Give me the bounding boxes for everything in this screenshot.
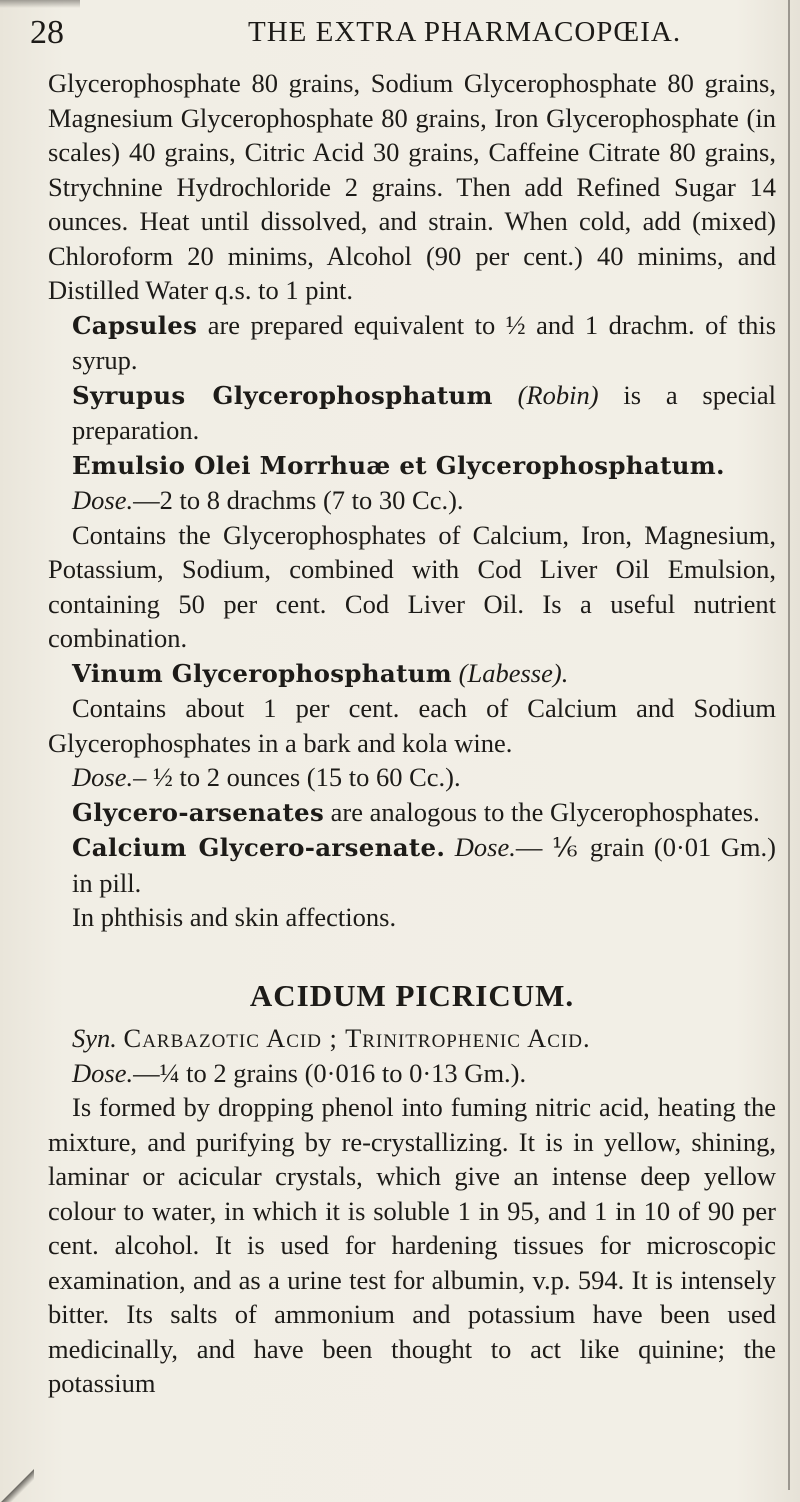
vinum-author: (Labesse). bbox=[458, 657, 569, 688]
emulsio-dose bbox=[48, 483, 776, 518]
vinum-description: Contains about 1 per cent. each of Calcium and Sodium Glycerophosphates in a bark and kola wine. bbox=[48, 693, 776, 758]
page-corner-shadow bbox=[0, 0, 80, 8]
calcium-dose-value: — ⅙ grain (0·01 Gm.) in pill. bbox=[72, 832, 776, 898]
capsules-heading: Capsules bbox=[72, 310, 198, 340]
picric-dose bbox=[48, 1056, 776, 1091]
page-text bbox=[48, 66, 776, 1401]
syrupus-text: is a special preparation. bbox=[72, 379, 776, 445]
vinum-dose-label: Dose. bbox=[72, 762, 134, 792]
page-edge-line bbox=[788, 0, 790, 1490]
picric-dose-value: —¼ to 2 grains (0·016 to 0·13 Gm.). bbox=[133, 1057, 527, 1088]
emulsio-heading: Emulsio Olei Morrhuæ et Glycerophosphatum. bbox=[72, 450, 725, 480]
vinum-dose bbox=[48, 760, 776, 795]
picric-description: Is formed by dropping phenol into fuming nitric acid, heating the mixture, and purifying by re-crystallizing. It is in yellow, shining, laminar or acicular crystals, which give an intense deep yellow colour to water, in which it is soluble 1 in 95, and 1 in 10 of 90 per cent. alcohol. It is used for hardening tissues for microscopic examination, and as a urine test for albumin, v.p. 594. It is intensely bitter. Its salts of ammonium and potassium have been used medicinally, and have been thought to act like quinine; the potassium bbox=[48, 1092, 776, 1398]
syn-text: Carbazotic Acid ; Trinitrophenic Acid. bbox=[123, 1023, 591, 1053]
section-title: ACIDUM PICRICUM. bbox=[249, 977, 575, 1013]
vinum-dose-value: – ½ to 2 ounces (15 to 60 Cc.). bbox=[133, 762, 461, 792]
capsules-text: are prepared equivalent to ½ and 1 drachm. of this syrup. bbox=[72, 309, 777, 375]
emulsio-dose-value: —2 to 8 drachms (7 to 30 Cc.). bbox=[133, 485, 464, 515]
syrupus-entry bbox=[48, 378, 776, 448]
calcium-entry bbox=[48, 830, 776, 900]
arsenates-heading: Glycero-arsenates bbox=[72, 797, 325, 827]
capsules-entry bbox=[48, 308, 776, 378]
picric-dose-label: Dose. bbox=[72, 1057, 134, 1088]
page-header bbox=[30, 14, 770, 54]
arsenates-text: are analogous to the Glycerophosphates. bbox=[330, 796, 760, 827]
arsenates-entry bbox=[48, 795, 776, 831]
syrup-recipe-paragraph: Glycerophosphate 80 grains, Sodium Glycerophosphate 80 grains, Magnesium Glycerophosphate 80 grains, Iron Glycerophosphate (in scales) 40 grains, Citric Acid 30 grains, Caffeine Citrate 80 grains, Strychnine Hydrochloride 2 grains. Then add Refined Sugar 14 ounces. Heat until dissolved, and strain. When cold, add (mixed) Chloroform 20 minims, Alcohol (90 per cent.) 40 minims, and Distilled Water q.s. to 1 pint. bbox=[48, 68, 776, 305]
syrupus-heading: Syrupus Glycerophosphatum bbox=[72, 380, 493, 410]
synonym-line bbox=[48, 1021, 776, 1056]
page-number: 28 bbox=[30, 14, 64, 51]
emulsio-dose-label: Dose. bbox=[72, 485, 134, 515]
running-head: THE EXTRA PHARMACOPŒIA. bbox=[248, 16, 682, 48]
syrupus-author: (Robin) bbox=[517, 379, 599, 410]
page-corner-fold bbox=[0, 1462, 34, 1502]
emulsio-description: Contains the Glycerophosphates of Calcium, Iron, Magnesium, Potassium, Sodium, combined with Cod Liver Oil Emulsion, containing 50 per cent. Cod Liver Oil. Is a useful nutrient combination. bbox=[48, 519, 776, 653]
vinum-heading: Vinum Glycerophosphatum bbox=[72, 658, 453, 688]
vinum-entry bbox=[48, 656, 776, 692]
emulsio-heading-line bbox=[48, 448, 776, 484]
calcium-heading: Calcium Glycero-arsenate. bbox=[72, 833, 446, 862]
syn-label: Syn. bbox=[72, 1023, 117, 1053]
calcium-dose-label: Dose. bbox=[454, 832, 516, 862]
calcium-use: In phthisis and skin affections. bbox=[72, 902, 397, 932]
